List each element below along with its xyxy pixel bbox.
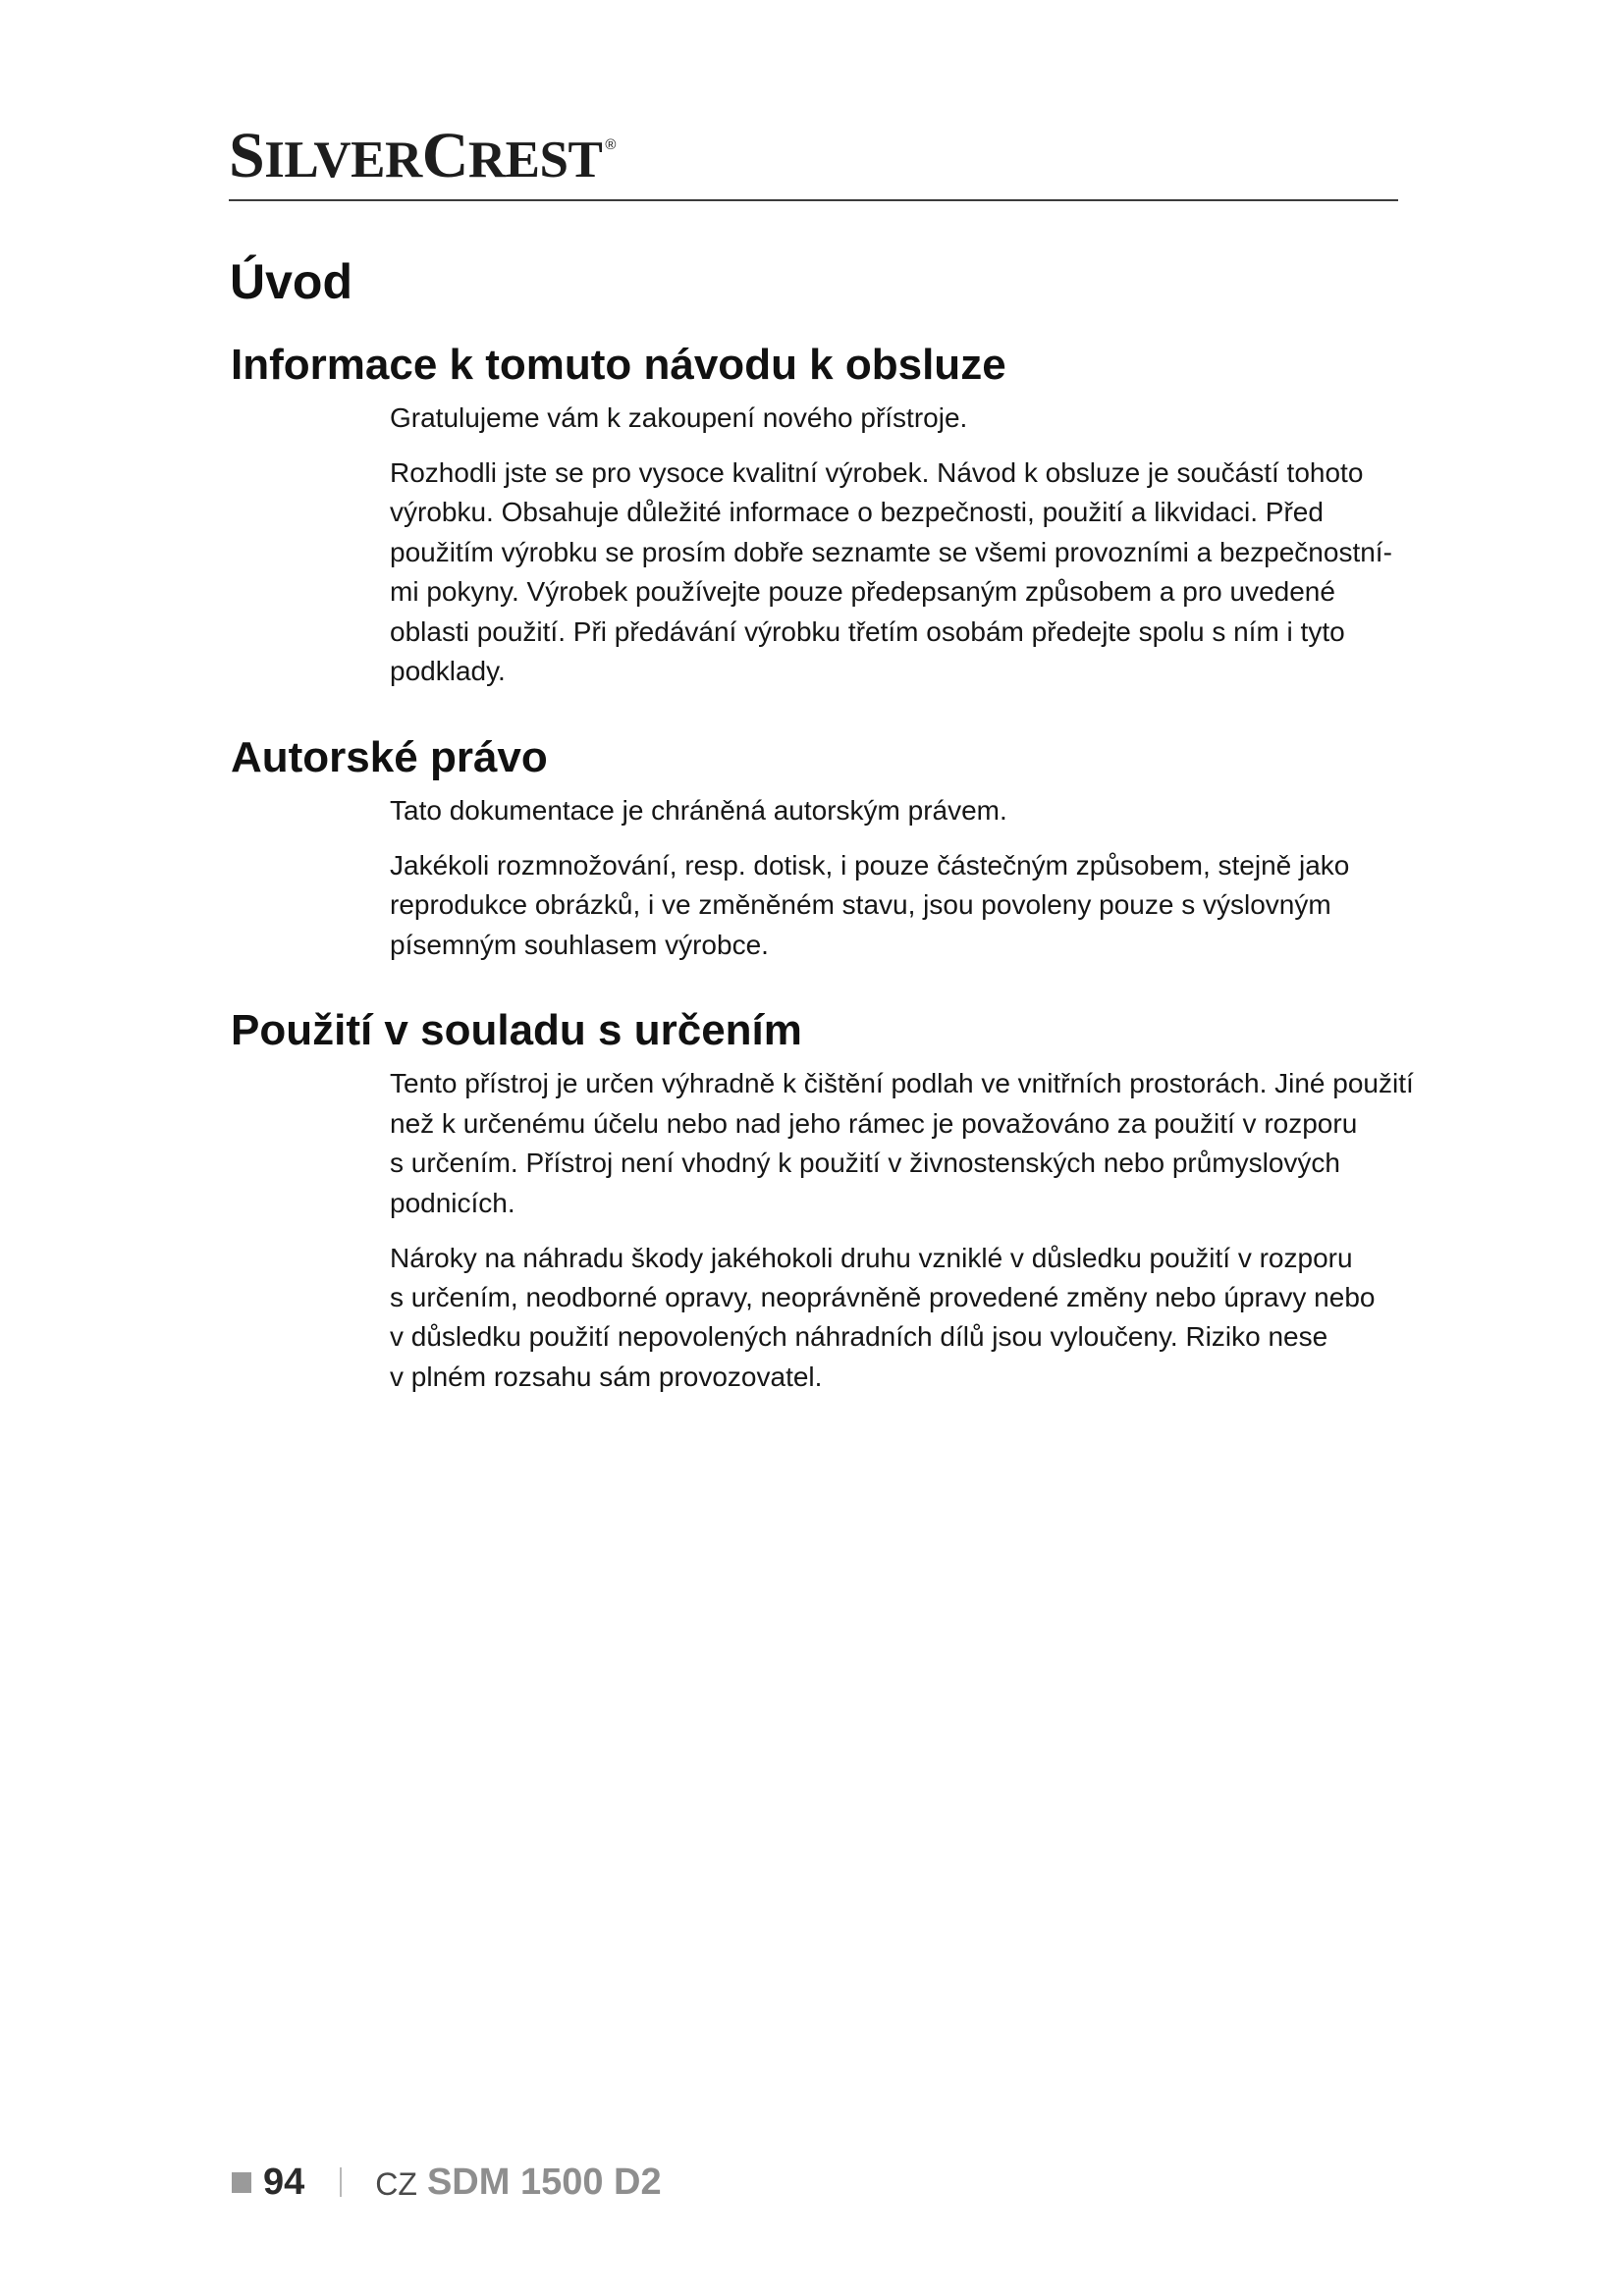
text-line: než k určenému účelu nebo nad jeho rámec je považováno za použití v rozporu [390, 1107, 1358, 1139]
language-code: CZ [375, 2166, 417, 2202]
model-number: SDM 1500 D2 [426, 2162, 662, 2203]
header-rule [229, 199, 1398, 201]
page-title: Úvod [230, 254, 352, 309]
registered-trademark-mark: ® [605, 136, 617, 153]
text-line: Rozhodli jste se pro vysoce kvalitní výrobek. Návod k obsluze je součástí tohoto [390, 456, 1364, 488]
logo-word-crest: CREST [421, 120, 603, 191]
silvercrest-logo [229, 120, 617, 191]
paragraph [390, 454, 1624, 691]
paragraph [390, 846, 1624, 965]
section-copyright [0, 732, 1624, 965]
paragraph [390, 399, 1624, 438]
footer-divider [340, 2167, 342, 2197]
paragraph [390, 1239, 1624, 1398]
logo-word-silver: SILVER [229, 120, 422, 191]
text-line: použitím výrobku se prosím dobře seznamte se všemi provozními a bezpečnostní- [390, 536, 1392, 567]
section-intended-use [0, 1005, 1624, 1397]
text-line: Jakékoli rozmnožování, resp. dotisk, i pouze částečným způsobem, stejně jako [390, 849, 1350, 881]
text-line: oblasti použití. Při předávání výrobku třetím osobám předejte spolu s ním i tyto [390, 615, 1345, 647]
page-number: 94 [263, 2162, 305, 2203]
text-line: Nároky na náhradu škody jakéhokoli druhu vzniklé v důsledku použití v rozporu [390, 1242, 1353, 1273]
paragraph [390, 1064, 1624, 1223]
section-heading: Autorské právo [231, 732, 548, 781]
page-content [0, 253, 1624, 1397]
text-line: písemným souhlasem výrobce. [390, 929, 769, 960]
text-line: s určením, neodborné opravy, neoprávněně provedené změny nebo úpravy nebo [390, 1282, 1376, 1312]
text-line: Tento přístroj je určen výhradně k čištění podlah ve vnitřních prostorách. Jiné použití [390, 1068, 1414, 1099]
page-marker-square-icon [232, 2172, 251, 2193]
section-heading: Použití v souladu s určením [231, 1006, 802, 1055]
text-line: mi pokyny. Výrobek používejte pouze předepsaným způsobem a pro uvedené [390, 576, 1335, 608]
text-line: Tato dokumentace je chráněná autorským právem. [390, 794, 1007, 826]
text-line: podnicích. [390, 1187, 515, 1218]
page-footer [232, 2160, 662, 2205]
paragraph [390, 791, 1624, 830]
text-line: Gratulujeme vám k zakoupení nového přístroje. [390, 402, 968, 433]
text-line: v důsledku použití nepovolených náhradních dílů jsou vyloučeny. Riziko nese [390, 1321, 1328, 1353]
text-line: v plném rozsahu sám provozovatel. [390, 1361, 823, 1392]
text-line: reprodukce obrázků, i ve změněném stavu, jsou povoleny pouze s výslovným [390, 889, 1331, 921]
section-manual-info [0, 340, 1624, 691]
section-heading: Informace k tomuto návodu k obsluze [231, 341, 1006, 389]
text-line: výrobku. Obsahuje důležité informace o bezpečnosti, použití a likvidaci. Před [390, 497, 1324, 528]
text-line: podklady. [390, 655, 506, 686]
text-line: s určením. Přístroj není vhodný k použití v živnostenských nebo průmyslových [390, 1148, 1340, 1179]
